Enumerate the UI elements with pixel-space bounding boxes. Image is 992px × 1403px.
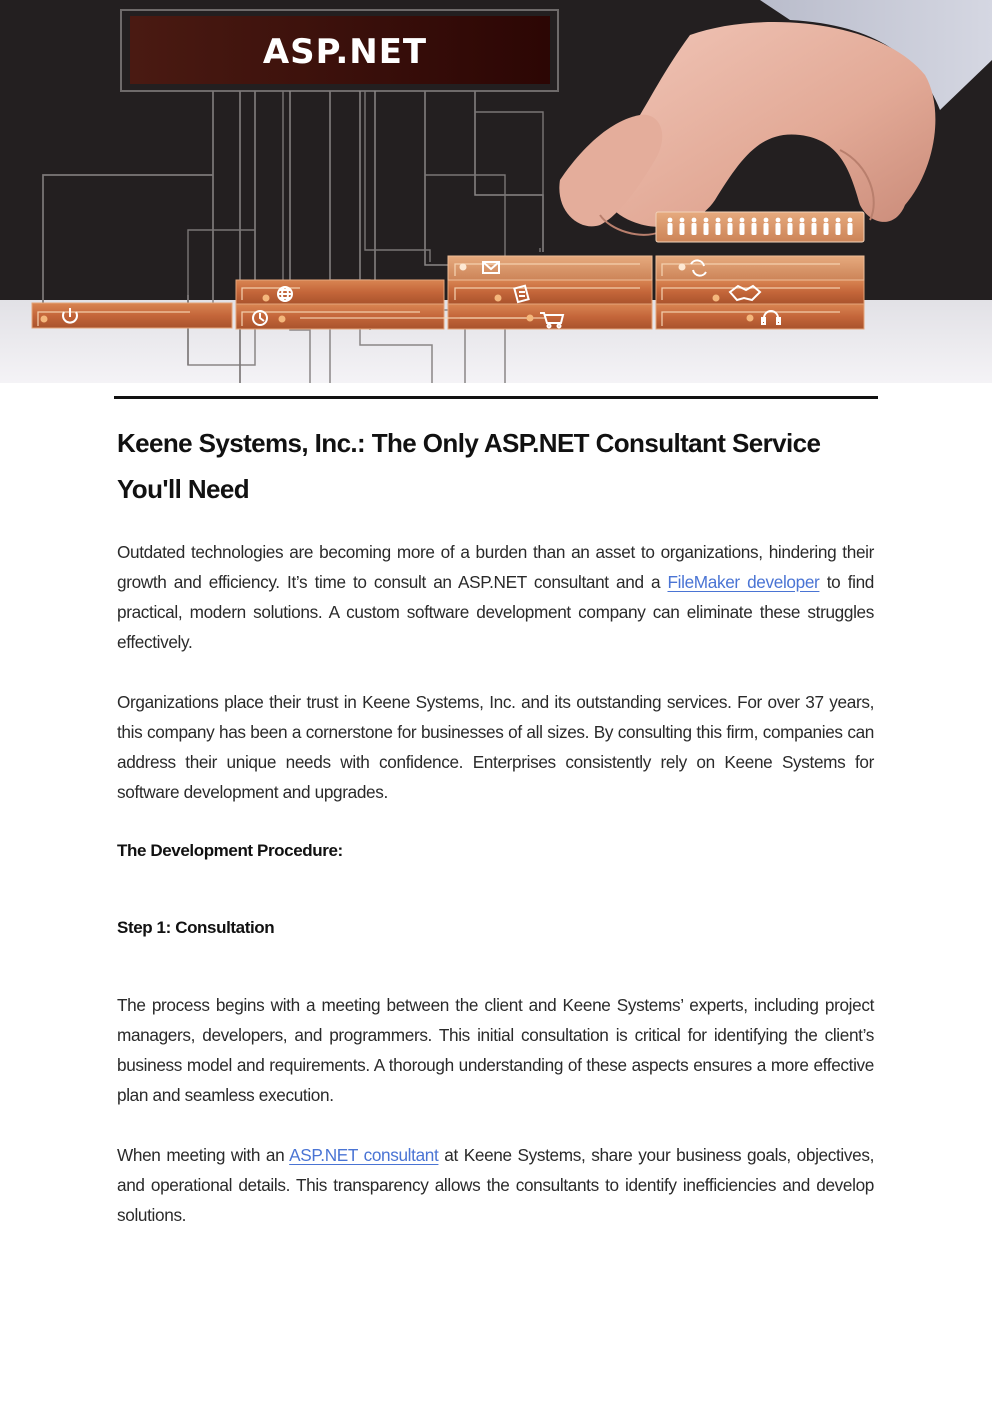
hero-image xyxy=(0,0,992,383)
paragraph-text: to find practical, modern solutions. A custom software development company can eliminate these struggles effectively. xyxy=(117,572,875,652)
paragraph-meeting xyxy=(117,1140,874,1230)
procedure-heading: The Development Procedure: xyxy=(117,841,343,860)
asp-net-consultant-link[interactable]: ASP.NET consultant xyxy=(289,1145,439,1165)
paragraph-trust: Organizations place their trust in Keene Systems, Inc. and its outstanding services. For over 37 years, this company has been a cornerstone for businesses of all sizes. By consulting this firm, companies can address their unique needs with confidence. Enterprises consistently rely on Keene Systems for software development and upgrades. xyxy=(117,692,874,802)
svg-text:ASP.NET: ASP.NET xyxy=(262,32,428,72)
paragraph-consultation: The process begins with a meeting between the client and Keene Systems’ experts, including project managers, developers, and programmers. This initial consultation is critical for identifying the client’s business model and requirements. A thorough understanding of these aspects ensures a more effective plan and seamless execution. xyxy=(117,995,874,1105)
section-divider xyxy=(114,396,878,399)
asp-net-sign xyxy=(121,10,558,91)
globe-icon xyxy=(278,287,292,301)
held-block xyxy=(656,212,864,242)
paragraph-text: When meeting with an xyxy=(117,1145,290,1165)
filemaker-developer-link[interactable]: FileMaker developer xyxy=(667,572,820,592)
paragraph-text: Outdated technologies are becoming more of a burden than an asset to organizations, hindering their growth and efficiency. It’s time to consult an ASP.NET consultant and a xyxy=(117,542,874,592)
page-title: Keene Systems, Inc.: The Only ASP.NET Consultant Service You'll Need xyxy=(117,428,821,504)
paragraph-text: at Keene Systems, share your business goals, objectives, and operational details. This transparency allows the consultants to identify inefficiencies and develop solutions. xyxy=(117,1145,875,1225)
paragraph-intro xyxy=(117,537,874,657)
step-1-heading: Step 1: Consultation xyxy=(117,918,275,937)
